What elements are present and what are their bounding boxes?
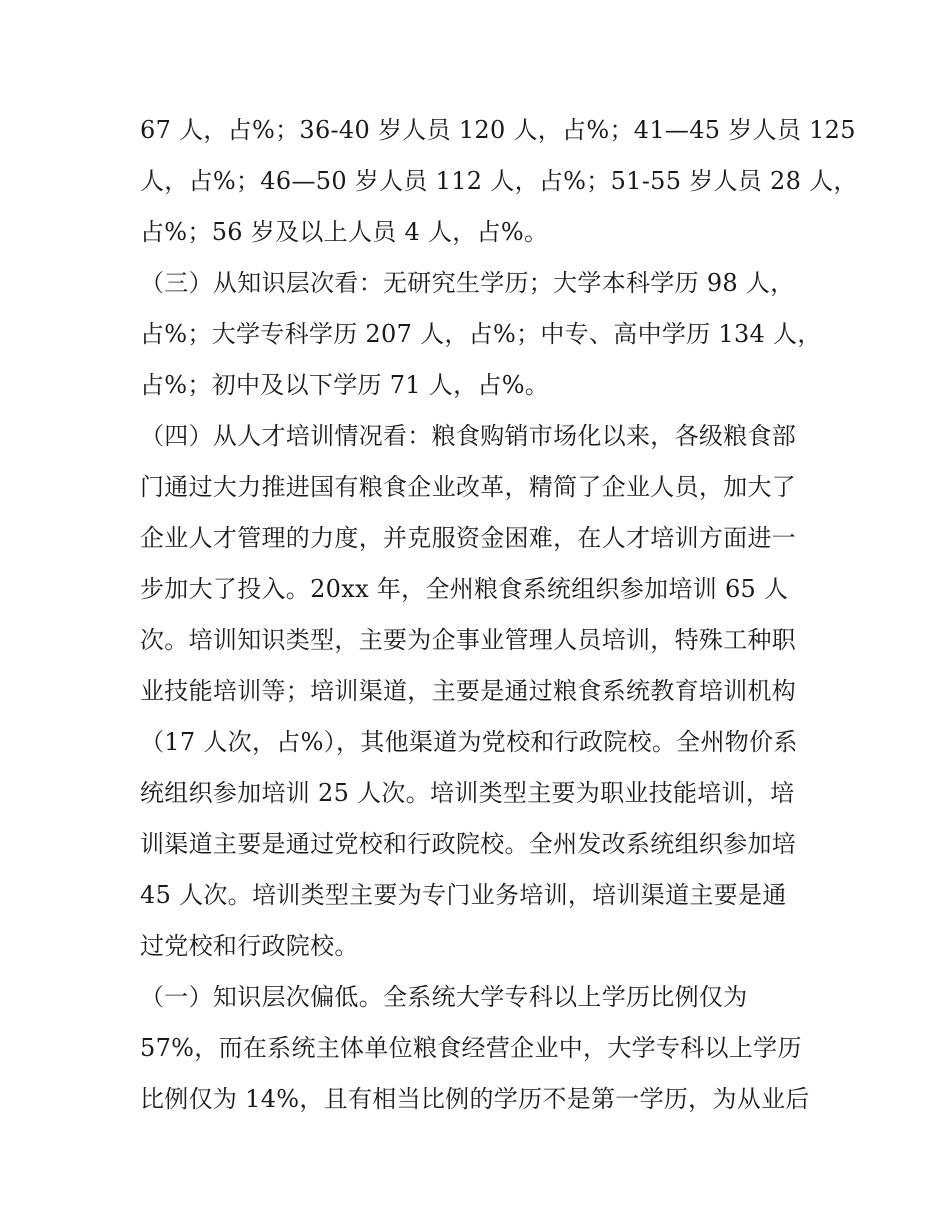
text-line: （三）从知识层次看：无研究生学历；大学本科学历 98 人，: [140, 269, 795, 297]
text-line: 67 人，占%；36-40 岁人员 120 人，占%；41—45 岁人员 125: [140, 116, 856, 144]
text-line: 训渠道主要是通过党校和行政院校。全州发改系统组织参加培: [140, 830, 797, 858]
text-line: 业技能培训等；培训渠道，主要是通过粮食系统教育培训机构: [140, 677, 797, 705]
text-line: 占%；大学专科学历 207 人，占%；中专、高中学历 134 人，: [140, 320, 822, 348]
text-line: 次。培训知识类型，主要为企事业管理人员培训，特殊工种职: [140, 626, 797, 654]
text-line: 人，占%；46—50 岁人员 112 人，占%；51-55 岁人员 28 人，: [140, 167, 858, 195]
text-line: 门通过大力推进国有粮食企业改革，精简了企业人员，加大了: [140, 473, 797, 501]
text-line: 企业人才管理的力度，并克服资金困难，在人才培训方面进一: [140, 524, 797, 552]
text-line: 统组织参加培训 25 人次。培训类型主要为职业技能培训，培: [140, 779, 795, 807]
text-line: 步加大了投入。20xx 年，全州粮食系统组织参加培训 65 人: [140, 575, 789, 603]
text-line: 45 人次。培训类型主要为专门业务培训，培训渠道主要是通: [140, 881, 787, 909]
text-line: 占%；初中及以下学历 71 人，占%。: [140, 371, 550, 399]
text-line: （四）从人才培训情况看：粮食购销市场化以来，各级粮食部: [140, 422, 797, 450]
text-line: 比例仅为 14%，且有相当比例的学历不是第一学历，为从业后: [140, 1085, 810, 1113]
text-line: 过党校和行政院校。: [140, 932, 359, 960]
text-line: 57%，而在系统主体单位粮食经营企业中，大学专科以上学历: [140, 1034, 802, 1062]
text-line: （17 人次，占%），其他渠道为党校和行政院校。全州物价系: [140, 728, 798, 756]
text-line: 占%；56 岁及以上人员 4 人，占%。: [140, 218, 549, 246]
text-line: （一）知识层次偏低。全系统大学专科以上学历比例仅为: [140, 983, 748, 1011]
